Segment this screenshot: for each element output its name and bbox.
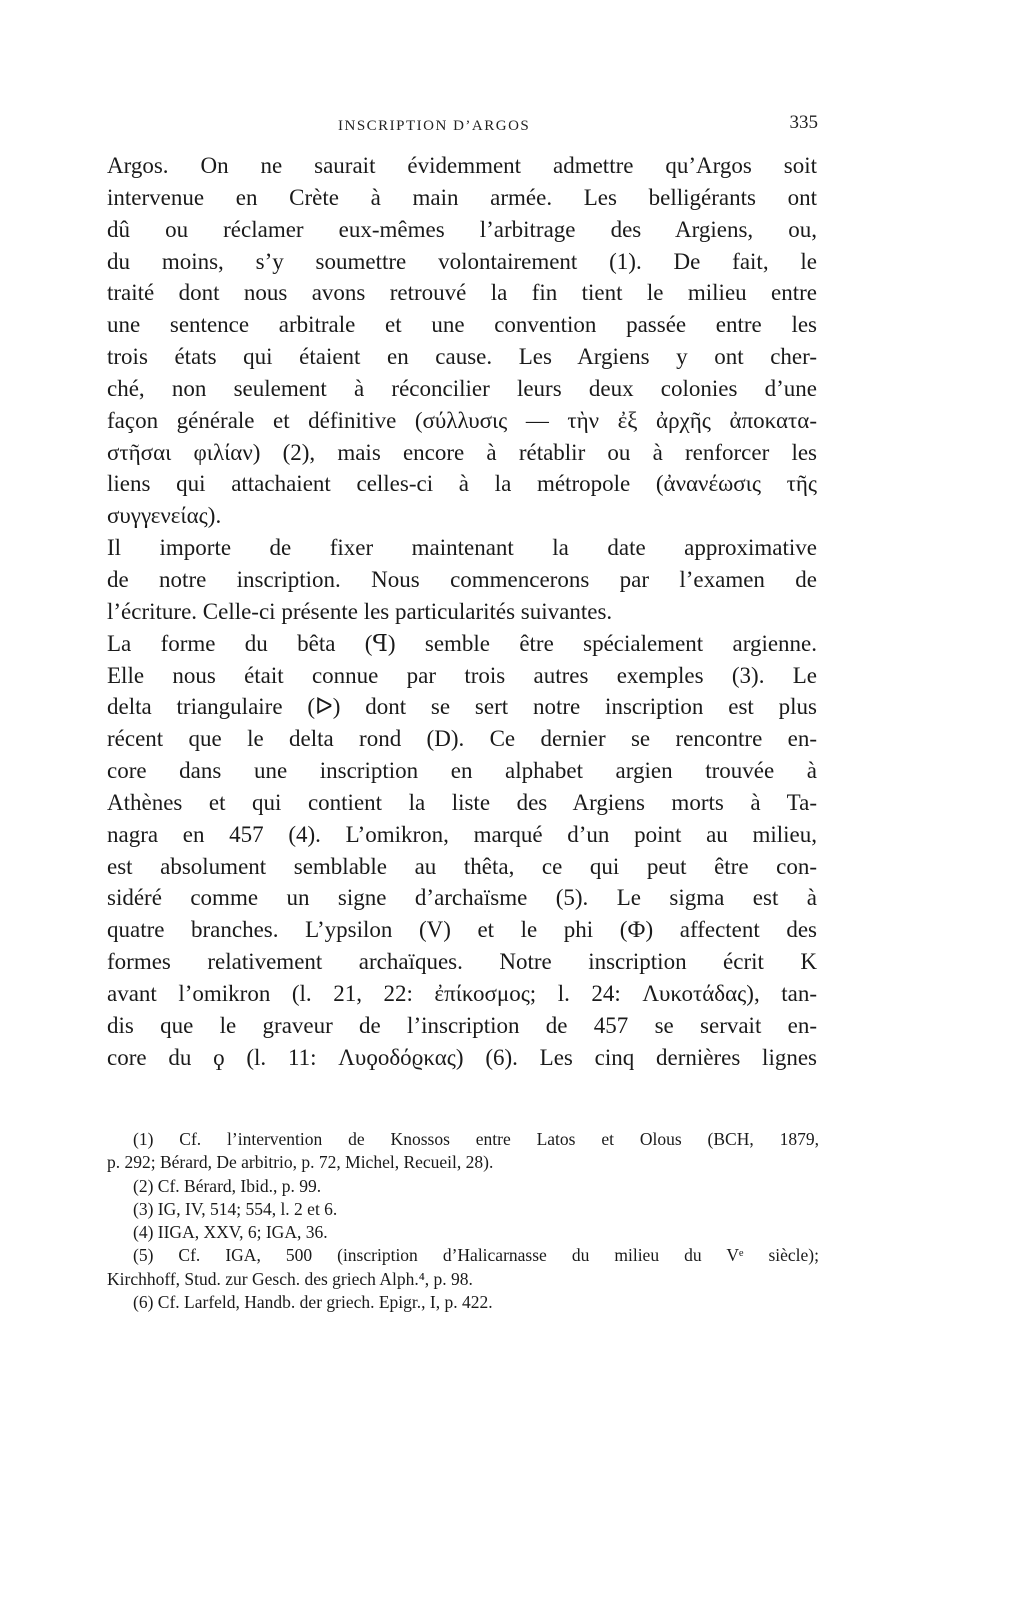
text-line: delta triangulaire (ᐅ) dont se sert notre inscription est plus	[107, 694, 817, 720]
text-line: στῆσαι φιλίαν) (2), mais encore à rétablir ou à renforcer les	[107, 439, 817, 465]
text-line: est absolument semblable au thêta, ce qui peut être con-	[107, 853, 817, 879]
footnote-line: (6) Cf. Larfeld, Handb. der griech. Epigr., I, p. 422.	[133, 1292, 493, 1313]
text-line: Elle nous était connue par trois autres exemples (3). Le	[107, 662, 817, 688]
text-line: dû ou réclamer eux-mêmes l’arbitrage des Argiens, ou,	[107, 216, 817, 242]
footnote-line: (5) Cf. IGA, 500 (inscription d’Halicarnasse du milieu du Vᵉ siècle);	[133, 1245, 819, 1266]
text-line: core dans une inscription en alphabet argien trouvée à	[107, 758, 817, 784]
text-line: récent que le delta rond (D). Ce dernier se rencontre en-	[107, 726, 817, 752]
text-line: Athènes et qui contient la liste des Argiens morts à Ta-	[107, 789, 817, 815]
footnote-line: p. 292; Bérard, De arbitrio, p. 72, Michel, Recueil, 28).	[107, 1152, 494, 1173]
footnote-line: (2) Cf. Bérard, Ibid., p. 99.	[133, 1175, 322, 1196]
text-line: quatre branches. L’ypsilon (V) et le phi (Ф) affectent des	[107, 917, 817, 943]
text-line: Il importe de fixer maintenant la date approximative	[107, 535, 817, 561]
main-text	[107, 150, 817, 1073]
text-line: du moins, s’y soumettre volontairement (1). De fait, le	[107, 248, 817, 274]
footnotes	[107, 1128, 819, 1314]
text-line: dis que le graveur de l’inscription de 457 se servait en-	[107, 1012, 817, 1038]
text-line: Argos. On ne saurait évidemment admettre qu’Argos soit	[107, 153, 817, 178]
running-title: INSCRIPTION D’ARGOS	[338, 118, 531, 134]
text-line: nagra en 457 (4). L’omikron, marqué d’un point au milieu,	[107, 821, 817, 847]
text-line: intervenue en Crète à main armée. Les belligérants ont	[107, 184, 817, 210]
text-line: façon générale et définitive (σύλλυσις — τὴν ἐξ ἀρχῆς ἀποκατα-	[107, 407, 817, 433]
footnote-line: Kirchhoff, Stud. zur Gesch. des griech Alph.⁴, p. 98.	[107, 1268, 473, 1289]
text-line: trois états qui étaient en cause. Les Argiens y ont cher-	[107, 344, 817, 370]
text-line: traité dont nous avons retrouvé la fin tient le milieu entre	[107, 280, 817, 306]
footnote-line: (1) Cf. l’intervention de Knossos entre Latos et Olous (BCH, 1879,	[133, 1129, 819, 1149]
text-line: core du ϙ (l. 11: Λυϙοδόϱκας) (6). Les cinq dernières lignes	[107, 1044, 817, 1070]
text-line: avant l’omikron (l. 21, 22: ἐπίκοσμος; l. 24: Λυκοτάδας), tan-	[107, 980, 817, 1006]
text-line: sidéré comme un signe d’archaïsme (5). Le sigma est à	[107, 885, 817, 911]
page-number: 335	[789, 112, 818, 133]
text-line: συγγενείας).	[107, 503, 222, 529]
text-line: formes relativement archaïques. Notre inscription écrit K	[107, 949, 817, 975]
text-line: une sentence arbitrale et une convention passée entre les	[107, 312, 817, 338]
text-line: l’écriture. Celle-ci présente les particularités suivantes.	[107, 598, 613, 624]
text-line: de notre inscription. Nous commencerons par l’examen de	[107, 566, 817, 592]
text-line: La forme du bêta (ꟼ) semble être spécialement argienne.	[107, 630, 817, 656]
footnote-line: (3) IG, IV, 514; 554, l. 2 et 6.	[133, 1198, 338, 1219]
text-line: ché, non seulement à réconcilier leurs deux colonies d’une	[107, 375, 817, 401]
footnote-line: (4) IIGA, XXV, 6; IGA, 36.	[133, 1222, 328, 1243]
text-line: liens qui attachaient celles-ci à la métropole (ἀνανέωσις τῆς	[107, 471, 817, 497]
